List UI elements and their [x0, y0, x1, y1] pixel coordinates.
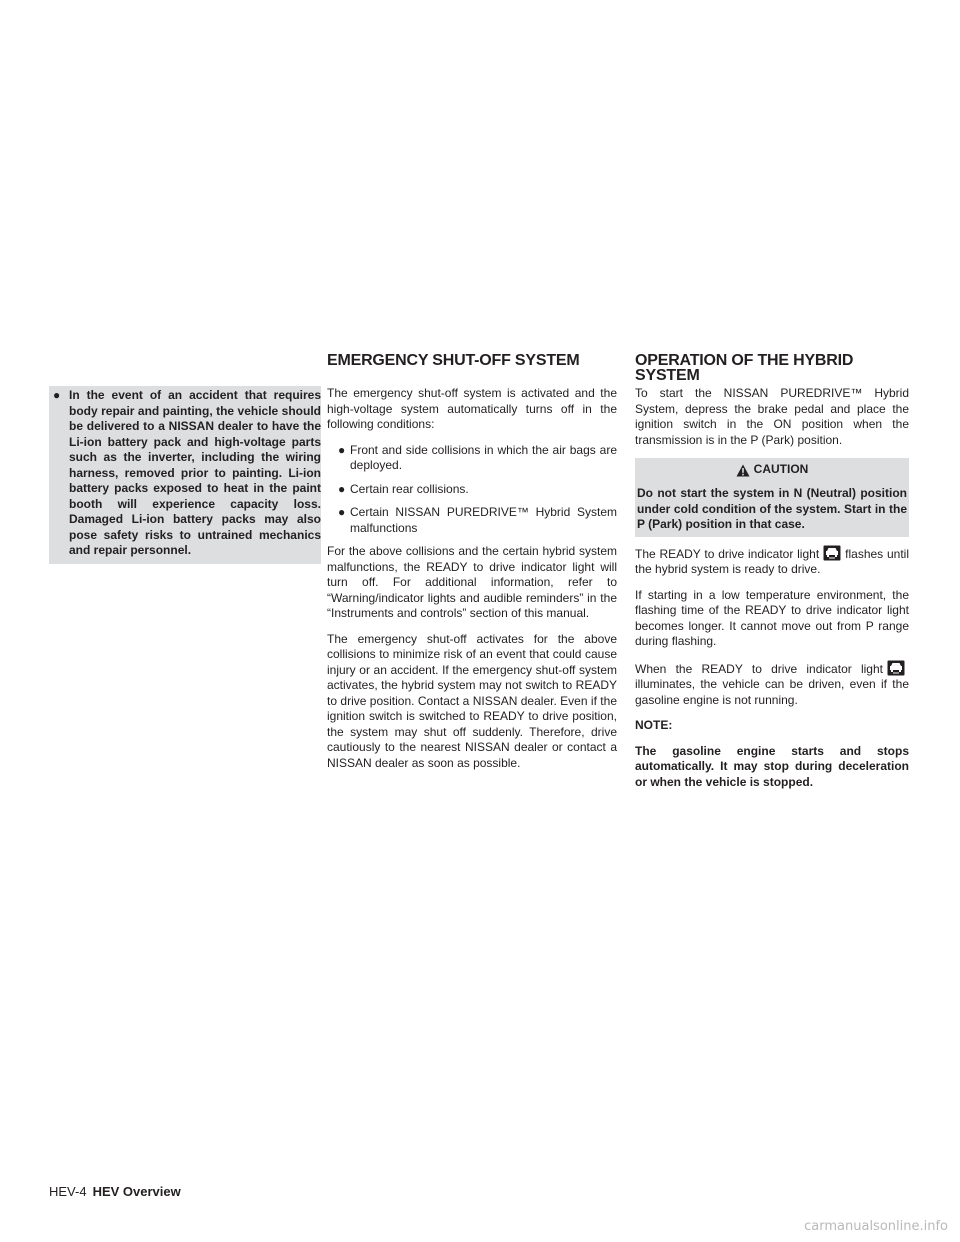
- condition-text: Certain rear collisions.: [350, 481, 469, 496]
- note-text: The gasoline engine starts and stops automatically. It may stop during deceleration or when the vehicle is stopped.: [635, 743, 909, 789]
- left-column: [49, 386, 321, 564]
- emergency-para-2: The emergency shut-off activates for the above collisions to minimize risk of an event that could cause injury or an accident. If the emergency shut-off system activates, the hybrid system may not switch to READY to drive position. Contact a NISSAN dealer. Even if the ignition switch is switched to READY to drive position, the system may shut off suddenly. Therefore, drive cautiously to the nearest NISSAN dealer or contact a NISSAN dealer as soon as possible.: [327, 631, 617, 770]
- illum-post-text: illuminates, the vehicle can be driven, even if the gasoline engine is not running.: [635, 677, 909, 707]
- list-item: [327, 482, 617, 498]
- note-label: NOTE:: [635, 718, 673, 732]
- list-item: [327, 505, 617, 536]
- conditions-list: [327, 443, 617, 537]
- caution-label: CAUTION: [753, 462, 809, 477]
- illum-pre-text: When the READY to drive indicator light: [635, 661, 883, 676]
- caution-text: Do not start the system in N (Neutral) position under cold condition of the system. Start in the P (Park) position in that case.: [637, 486, 907, 531]
- caution-title: [635, 458, 909, 482]
- caution-box: [635, 458, 909, 537]
- operation-heading: OPERATION OF THE HYBRID SYSTEM: [635, 352, 854, 384]
- bullet-icon: ●: [53, 388, 61, 402]
- condition-text: Certain NISSAN PUREDRIVE™ Hybrid System malfunctions: [350, 505, 617, 535]
- emergency-para-1: For the above collisions and the certain hybrid system malfunctions, the READY to drive indicator light will turn off. For additional information, refer to “Warning/indicator lights and audible reminders” in the “Instruments and controls” section of this manual.: [327, 544, 617, 620]
- ready-to-drive-car-icon: [887, 660, 905, 676]
- page-number: HEV-4: [49, 1184, 87, 1199]
- warning-bullet-item: [49, 388, 321, 559]
- emergency-intro: The emergency shut-off system is activated and the high-voltage system automatically turns off in the following conditions:: [327, 386, 617, 431]
- bullet-icon: ●: [338, 442, 346, 457]
- warning-triangle-icon: [736, 464, 750, 477]
- emergency-heading: EMERGENCY SHUT-OFF SYSTEM: [327, 352, 580, 369]
- middle-column: [327, 386, 617, 781]
- watermark: carmanualsonline.info: [804, 1219, 948, 1234]
- operation-intro: To start the NISSAN PUREDRIVE™ Hybrid System, depress the brake pedal and place the ignition switch in the ON position when the transmission is in the P (Park) position.: [635, 386, 909, 447]
- ready-flash-paragraph: [635, 545, 909, 578]
- list-item: [327, 443, 617, 474]
- condition-text: Front and side collisions in which the air bags are deployed.: [350, 442, 617, 472]
- bullet-icon: ●: [338, 481, 346, 496]
- bullet-icon: ●: [338, 505, 346, 519]
- warning-bullet-text: In the event of an accident that requires body repair and painting, the vehicle should be delivered to a NISSAN dealer to have the Li-ion battery pack and high-voltage parts such as the inverter, including the wiring harness, removed prior to painting. Li-ion battery packs exposed to heat in the paint booth will experience capacity loss. Damaged Li-ion battery packs may also pose safety risks to untrained mechanics and repair personnel.: [69, 388, 321, 557]
- warning-box: [49, 386, 321, 564]
- page-footer: [49, 1184, 181, 1199]
- section-title: HEV Overview: [92, 1184, 181, 1199]
- right-column: [635, 386, 909, 800]
- ready-to-drive-car-icon: [823, 545, 841, 561]
- low-temp-paragraph: If starting in a low temperature environment, the flashing time of the READY to drive indicator light becomes longer. It cannot move out from P range during flashing.: [635, 587, 909, 648]
- ready-pre-text: The READY to drive indicator light: [635, 546, 820, 561]
- ready-post-text: flashes until the hybrid system is ready to drive.: [635, 546, 909, 576]
- ready-illuminate-paragraph: [635, 660, 909, 709]
